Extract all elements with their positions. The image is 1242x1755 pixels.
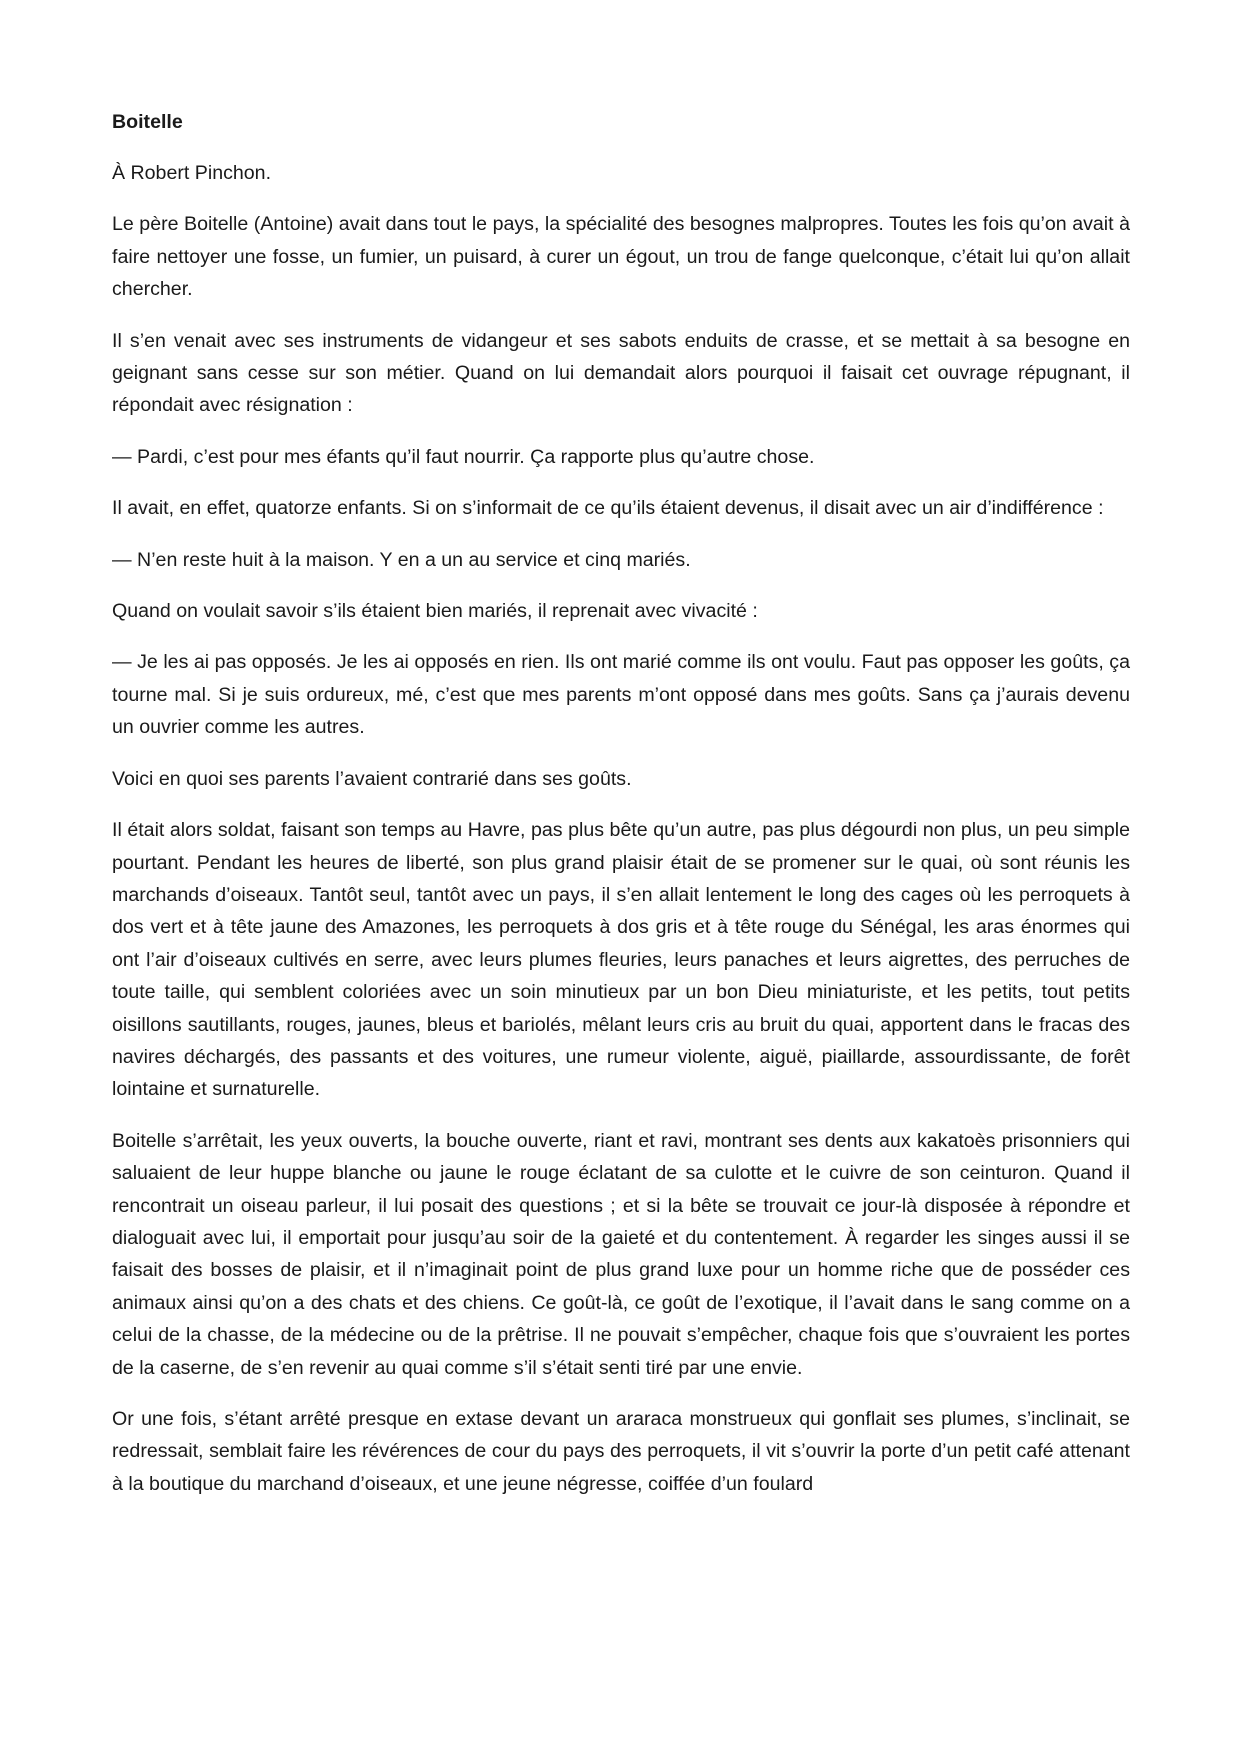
paragraph: — N’en reste huit à la maison. Y en a un au service et cinq mariés. [112,548,691,571]
paragraph: Boitelle s’arrêtait, les yeux ouverts, la bouche ouverte, riant et ravi, montrant ses dents aux kakatoès prisonniers qui saluaient de leur huppe blanche ou jaune le rouge éclatant de sa culotte et le cuivre de son ceinturon. Quand il rencontrait un oiseau parleur, il lui posait des questions ; et si la bête se trouvait ce jour-là disposée à répondre et dialoguait avec lui, il emportait pour jusqu’au soir de la gaieté et du contentement. À regarder les singes aussi il se faisait des bosses de plaisir, et il n’imaginait point de plus grand luxe pour un homme riche que de posséder ces animaux ainsi qu’on a des chats et des chiens. Ce goût-là, ce goût de l’exotique, il l’avait dans le sang comme on a celui de la chasse, de la médecine ou de la prêtrise. Il ne pouvait s’empêcher, chaque fois que s’ouvraient les portes de la caserne, de s’en revenir au quai comme s’il s’était senti tiré par une envie. [112,1129,1130,1379]
paragraph: Voici en quoi ses parents l’avaient contrarié dans ses goûts. [112,767,632,790]
paragraph: — Je les ai pas opposés. Je les ai opposés en rien. Ils ont marié comme ils ont voulu. Faut pas opposer les goûts, ça tourne mal. Si je suis ordureux, mé, c’est que mes parents m’ont opposé dans mes goûts. Sans ça j’aurais devenu un ouvrier comme les autres. [112,651,1130,739]
paragraph: — Pardi, c’est pour mes éfants qu’il faut nourrir. Ça rapporte plus qu’autre chose. [112,445,815,468]
paragraph: Il avait, en effet, quatorze enfants. Si on s’informait de ce qu’ils étaient devenus, il disait avec un air d’indifférence : [112,497,1104,520]
paragraph: Il s’en venait avec ses instruments de vidangeur et ses sabots enduits de crasse, et se mettait à sa besogne en geignant sans cesse sur son métier. Quand on lui demandait alors pourquoi il faisait cet ouvrage répugnant, il répondait avec résignation : [112,329,1130,417]
dedication: À Robert Pinchon. [112,162,272,184]
paragraph: Or une fois, s’étant arrêté presque en extase devant un araraca monstrueux qui gonflait ses plumes, s’inclinait, se redressait, semblait faire les révérences de cour du pays des perroquets, il vit s’ouvrir la porte d’un petit café attenant à la boutique du marchand d’oiseaux, et une jeune négresse, coiffée d’un foulard [112,1408,1130,1495]
paragraph: Le père Boitelle (Antoine) avait dans tout le pays, la spécialité des besognes malpropres. Toutes les fois qu’on avait à faire nettoyer une fosse, un fumier, un puisard, à curer un égout, un trou de fange quelconque, c’était lui qu’on allait chercher. [112,213,1130,301]
document-title: Boitelle [112,111,183,133]
paragraph: Quand on voulait savoir s’ils étaient bien mariés, il reprenait avec vivacité : [112,600,758,623]
document-body [112,106,1130,1500]
paragraph: Il était alors soldat, faisant son temps au Havre, pas plus bête qu’un autre, pas plus dégourdi non plus, un peu simple pourtant. Pendant les heures de liberté, son plus grand plaisir était de se promener sur le quai, où sont réunis les marchands d’oiseaux. Tantôt seul, tantôt avec un pays, il s’en allait lentement le long des cages où les perroquets à dos vert et à tête jaune des Amazones, les perroquets à dos gris et à tête rouge du Sénégal, les aras énormes qui ont l’air d’oiseaux cultivés en serre, avec leurs plumes fleuries, leurs panaches et leurs aigrettes, des perruches de toute taille, qui semblent coloriées avec un soin minutieux par un bon Dieu miniaturiste, et les petits, tout petits oisillons sautillants, rouges, jaunes, bleus et bariolés, mêlant leurs cris au bruit du quai, apportent dans le fracas des navires déchargés, des passants et des voitures, une rumeur violente, aiguë, piaillarde, assourdissante, de forêt lointaine et surnaturelle. [112,819,1130,1101]
